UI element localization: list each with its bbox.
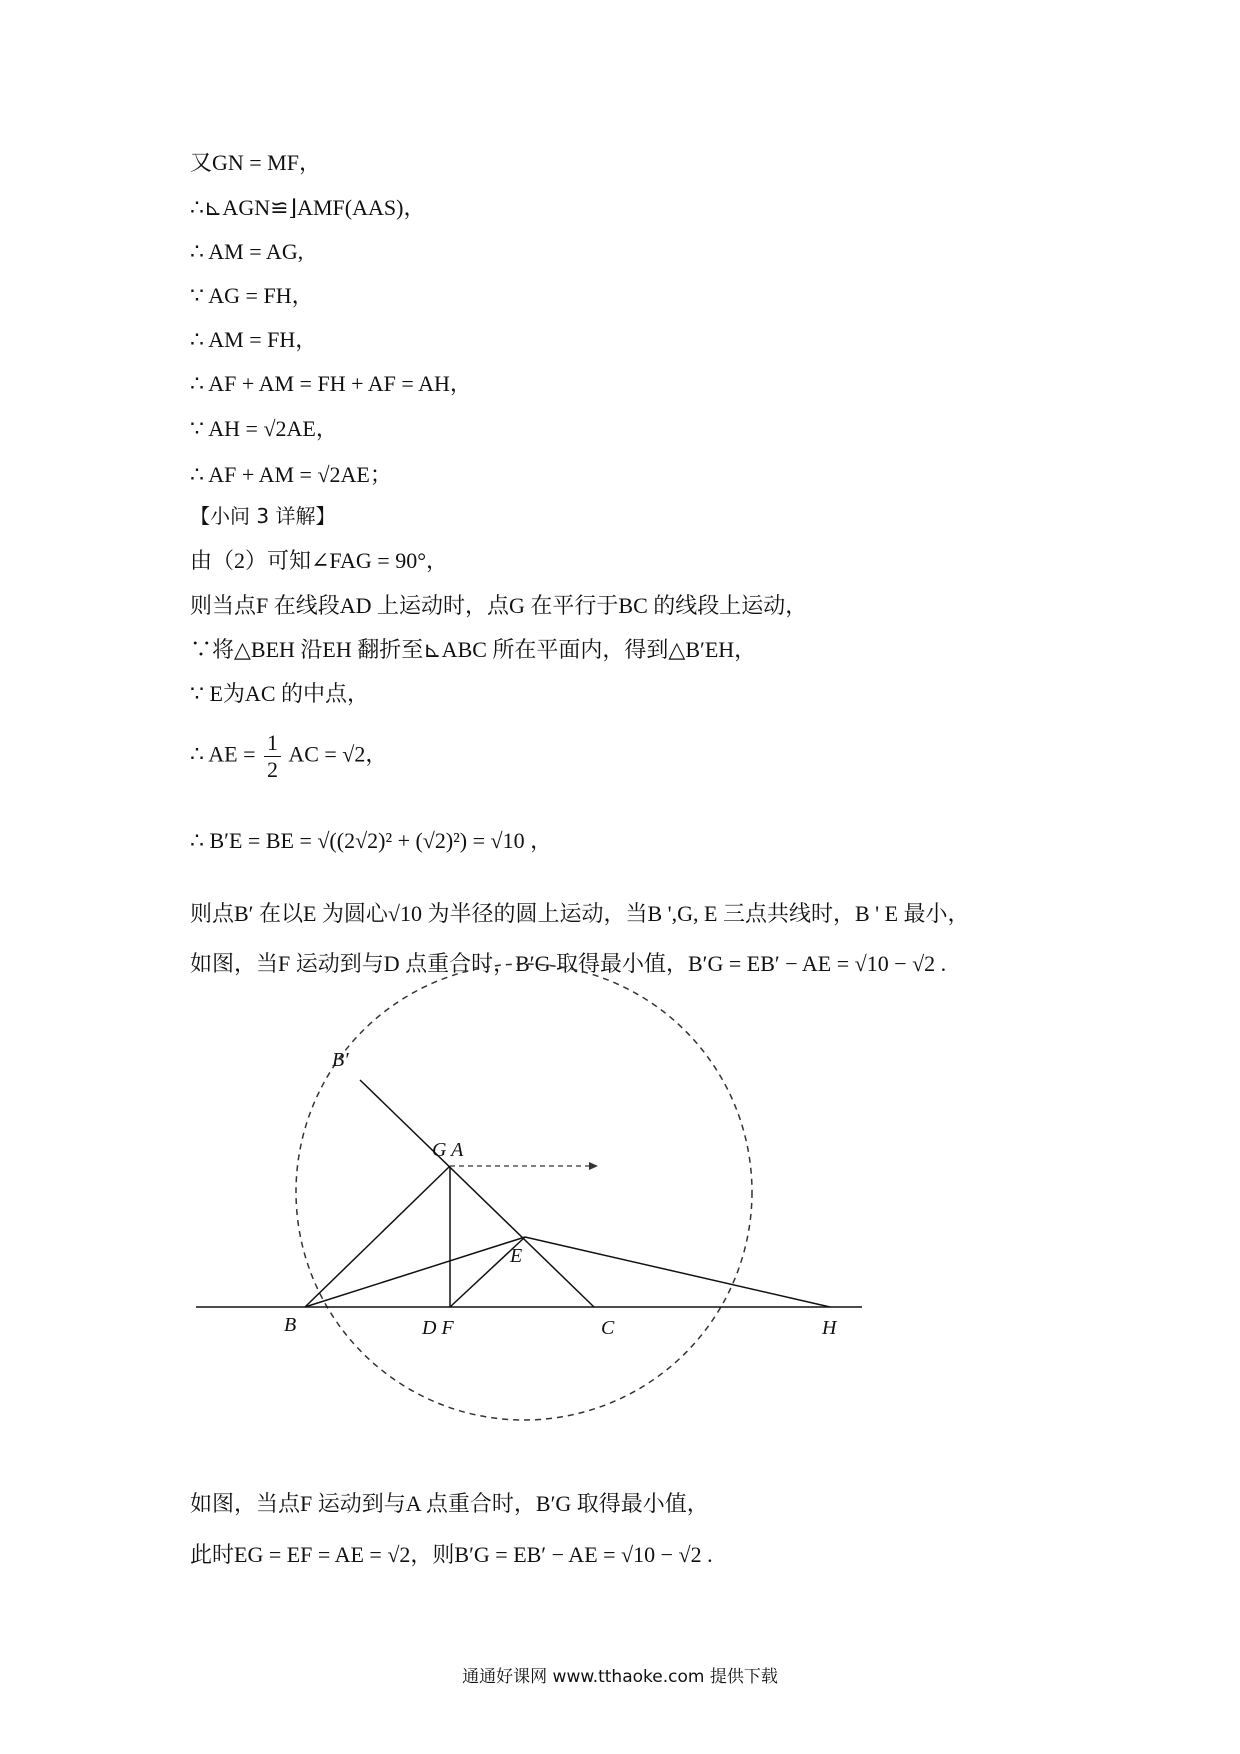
label-g-a: G A [432, 1139, 464, 1161]
ae-equals: ∴ AE = [190, 741, 256, 767]
text-line-5: ∴ AM = FH， [190, 327, 318, 352]
label-d-f: D F [422, 1317, 454, 1339]
text-line-13: ∵ E为AC 的中点， [190, 681, 369, 706]
text-line-3: ∴ AM = AG, [190, 239, 304, 264]
text-line-7: ∵ AH = √2AE， [190, 416, 338, 441]
text-line-10: 由（2）可知∠FAG = 90°， [190, 548, 449, 573]
arrowhead [589, 1162, 598, 1170]
text-line-19: 此时EG = EF = AE = √2，则B′G = EB′ − AE = √10 − √2 . [190, 1542, 713, 1567]
segment-b-e [305, 1237, 525, 1307]
fraction-numerator: 1 [264, 730, 281, 757]
label-c: C [601, 1317, 615, 1339]
text-line-6: ∴ AF + AM = FH + AF = AH， [190, 371, 472, 396]
text-line-8: ∴ AF + AM = √2AE； [190, 462, 392, 487]
segment-b-a [305, 1166, 450, 1307]
fraction-denominator: 2 [267, 757, 279, 782]
segment-bp-c [360, 1080, 594, 1307]
text-line-1: 又GN = MF， [190, 150, 321, 175]
label-b: B [284, 1314, 297, 1336]
page-footer: 通通好课网 www.tthaoke.com 提供下载 [462, 1667, 778, 1687]
text-line-18: 如图，当点F 运动到与A 点重合时，B′G 取得最小值， [190, 1491, 709, 1516]
dashed-circle [296, 964, 752, 1420]
segment-e-h [525, 1237, 830, 1307]
text-line-12: ∵将△BEH 沿EH 翻折至⊾ABC 所在平面内，得到△B′EH， [190, 637, 757, 662]
text-line-4: ∵ AG = FH， [190, 283, 314, 308]
text-line-16: 则点B′ 在以E 为圆心√10 为半径的圆上运动，当B ',G, E 三点共线时，B ' E 最小， [190, 901, 970, 926]
text-line-15: ∴ B′E = BE = √((2√2)² + (√2)²) = √10 ， [190, 828, 553, 853]
text-line-17: 如图，当F 运动到与D 点重合时，B′G 取得最小值，B′G = EB′ − AE = √10 − √2 . [190, 951, 947, 976]
label-h: H [822, 1317, 837, 1339]
ac-equals-root2: AC = √2， [288, 741, 388, 767]
text-line-11: 则当点F 在线段AD 上运动时，点G 在平行于BC 的线段上运动， [190, 593, 808, 618]
label-bprime: B′ [332, 1049, 349, 1071]
text-line-2: ∴⊾AGN≌⌋AMF(AAS)， [190, 195, 426, 220]
section-heading: 【小问 3 详解】 [190, 504, 336, 528]
label-e: E [510, 1245, 523, 1267]
